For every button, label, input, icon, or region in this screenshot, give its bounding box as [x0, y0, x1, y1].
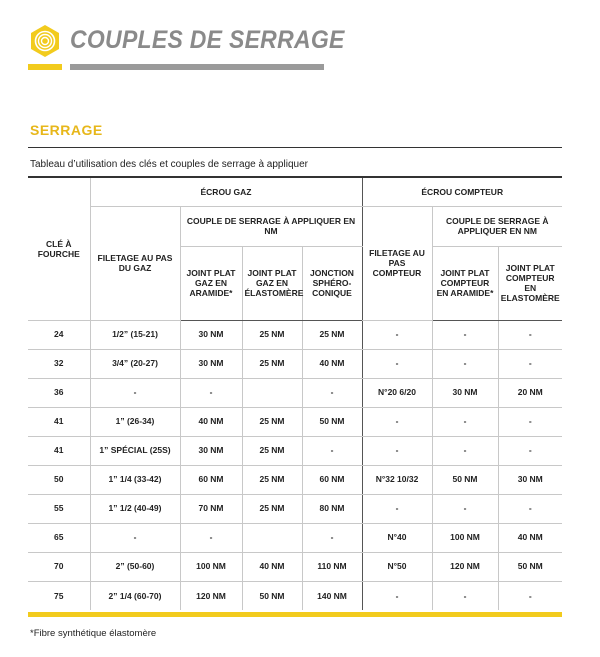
- header-ecrou-gaz: ÉCROU GAZ: [90, 177, 362, 206]
- table-caption: Tableau d’utilisation des clés et couples de serrage à appliquer: [30, 159, 308, 170]
- header-ecrou-compteur: ÉCROU COMPTEUR: [362, 177, 562, 206]
- cell-elastomere: 25 NM: [242, 349, 302, 378]
- cell-jonction: -: [302, 378, 362, 407]
- cell-filetage-c: N°32 10/32: [362, 465, 432, 494]
- cell-cle: 36: [28, 378, 90, 407]
- table-row: [28, 494, 562, 523]
- cell-elastomere: 25 NM: [242, 465, 302, 494]
- header-couple-gaz: COUPLE DE SERRAGE À APPLIQUER EN NM: [180, 206, 362, 246]
- cell-c-elastomere: -: [528, 590, 532, 601]
- cell-elastomere: 25 NM: [242, 494, 302, 523]
- cell-filetage: 3/4” (20-27): [90, 349, 180, 378]
- cell-aramide: -: [180, 523, 242, 552]
- cell-elastomere: 40 NM: [242, 552, 302, 581]
- cell-c-elastomere: 50 NM: [498, 552, 562, 581]
- cell-filetage-c: -: [362, 349, 432, 378]
- cell-cle: 32: [28, 349, 90, 378]
- cell-c-elastomere: -: [498, 349, 562, 378]
- cell-jonction: 110 NM: [302, 552, 362, 581]
- cell-elastomere: [242, 523, 302, 552]
- cell-filetage: 1” 1/2 (40-49): [90, 494, 180, 523]
- hex-nut-icon: [28, 24, 62, 58]
- header-filetage-compteur: FILETAGE AU PAS COMPTEUR: [362, 206, 432, 320]
- cell-filetage-c: -: [362, 407, 432, 436]
- header-cle: CLÉ À FOURCHE: [28, 177, 90, 320]
- footnote: *Fibre synthétique élastomère: [30, 628, 157, 639]
- table-row: [28, 581, 562, 610]
- cell-jonction: 140 NM: [302, 581, 362, 610]
- table-row: [28, 523, 562, 552]
- cell-aramide: 30 NM: [180, 436, 242, 465]
- cell-filetage-c: N°50: [362, 552, 432, 581]
- cell-aramide: -: [180, 378, 242, 407]
- header-compteur-elastomere: JOINT PLAT COMPTEUR EN ELASTOMÈRE: [498, 246, 562, 320]
- cell-aramide: 100 NM: [180, 552, 242, 581]
- cell-c-elastomere: -: [498, 407, 562, 436]
- cell-aramide: 30 NM: [180, 320, 242, 349]
- cell-jonction: -: [302, 436, 362, 465]
- header-couple-compteur: COUPLE DE SERRAGE À APPLIQUER EN NM: [432, 206, 562, 246]
- cell-filetage: 1” 1/4 (33-42): [90, 465, 180, 494]
- cell-jonction: 80 NM: [302, 494, 362, 523]
- cell-filetage: 1” (26-34): [90, 407, 180, 436]
- cell-c-aramide: 100 NM: [432, 523, 498, 552]
- cell-filetage-c: -: [362, 436, 432, 465]
- cell-cle: 50: [28, 465, 90, 494]
- header-joint-elastomere: JOINT PLAT GAZ EN ÉLASTOMÈRE: [242, 246, 302, 320]
- page-header: [28, 24, 345, 72]
- cell-c-aramide: -: [432, 349, 498, 378]
- cell-c-aramide: 120 NM: [432, 552, 498, 581]
- section-title: SERRAGE: [30, 122, 103, 138]
- header-jonction: JONCTION SPHÉRO-CONIQUE: [302, 246, 362, 320]
- cell-filetage-c: N°20 6/20: [362, 378, 432, 407]
- torque-table: [28, 176, 562, 610]
- cell-cle: 70: [28, 552, 90, 581]
- cell-c-elastomere: 20 NM: [498, 378, 562, 407]
- cell-filetage: -: [90, 378, 180, 407]
- cell-elastomere: 50 NM: [242, 581, 302, 610]
- table-row: [28, 436, 562, 465]
- header-filetage-gaz: FILETAGE AU PAS DU GAZ: [90, 206, 180, 320]
- cell-elastomere: [242, 378, 302, 407]
- cell-c-aramide: 30 NM: [432, 378, 498, 407]
- cell-elastomere: 25 NM: [242, 407, 302, 436]
- cell-cle: 24: [28, 320, 90, 349]
- cell-c-elastomere: -: [498, 320, 562, 349]
- cell-c-aramide: -: [432, 436, 498, 465]
- cell-c-elastomere: 40 NM: [498, 523, 562, 552]
- cell-aramide: 120 NM: [180, 581, 242, 610]
- cell-c-aramide: -: [432, 320, 498, 349]
- cell-filetage-c: N°40: [362, 523, 432, 552]
- title-accent-bar: [28, 64, 62, 70]
- cell-elastomere: 25 NM: [242, 320, 302, 349]
- cell-filetage: -: [90, 523, 180, 552]
- cell-c-elastomere: 30 NM: [498, 465, 562, 494]
- cell-aramide: 30 NM: [180, 349, 242, 378]
- cell-filetage: 1/2” (15-21): [90, 320, 180, 349]
- title-underline-bar: [70, 64, 324, 70]
- cell-c-aramide: -: [432, 581, 498, 610]
- cell-cle: 41: [28, 436, 90, 465]
- table-row: [28, 407, 562, 436]
- section-divider: [28, 147, 562, 148]
- cell-c-aramide: 50 NM: [432, 465, 498, 494]
- cell-cle: 55: [28, 494, 90, 523]
- cell-jonction: 50 NM: [302, 407, 362, 436]
- cell-filetage: 1” SPÉCIAL (25S): [90, 436, 180, 465]
- table-row: [28, 465, 562, 494]
- cell-jonction: -: [302, 523, 362, 552]
- cell-cle: 65: [28, 523, 90, 552]
- page-title: COUPLES DE SERRAGE: [70, 26, 345, 54]
- table-row: [28, 378, 562, 407]
- cell-jonction: 25 NM: [302, 320, 362, 349]
- cell-cle: 41: [28, 407, 90, 436]
- cell-aramide: 60 NM: [180, 465, 242, 494]
- cell-filetage-c: -: [362, 494, 432, 523]
- cell-filetage: 2” 1/4 (60-70): [90, 581, 180, 610]
- cell-c-aramide: -: [432, 407, 498, 436]
- table-row: [28, 320, 562, 349]
- cell-aramide: 40 NM: [180, 407, 242, 436]
- table-row: [28, 349, 562, 378]
- cell-cle: 75: [28, 581, 90, 610]
- cell-aramide: 70 NM: [180, 494, 242, 523]
- cell-filetage-c: -: [362, 320, 432, 349]
- header-compteur-aramide: JOINT PLAT COMPTEUR EN ARAMIDE*: [432, 246, 498, 320]
- cell-filetage: 2” (50-60): [90, 552, 180, 581]
- cell-c-elastomere: -: [498, 436, 562, 465]
- cell-filetage-c: -: [362, 581, 432, 610]
- cell-jonction: 40 NM: [302, 349, 362, 378]
- header-joint-aramide: JOINT PLAT GAZ EN ARAMIDE*: [180, 246, 242, 320]
- cell-jonction: 60 NM: [302, 465, 362, 494]
- table-bottom-bar: [28, 612, 562, 617]
- cell-c-aramide: -: [432, 494, 498, 523]
- table-row: [28, 552, 562, 581]
- cell-elastomere: 25 NM: [242, 436, 302, 465]
- cell-c-elastomere: -: [498, 494, 562, 523]
